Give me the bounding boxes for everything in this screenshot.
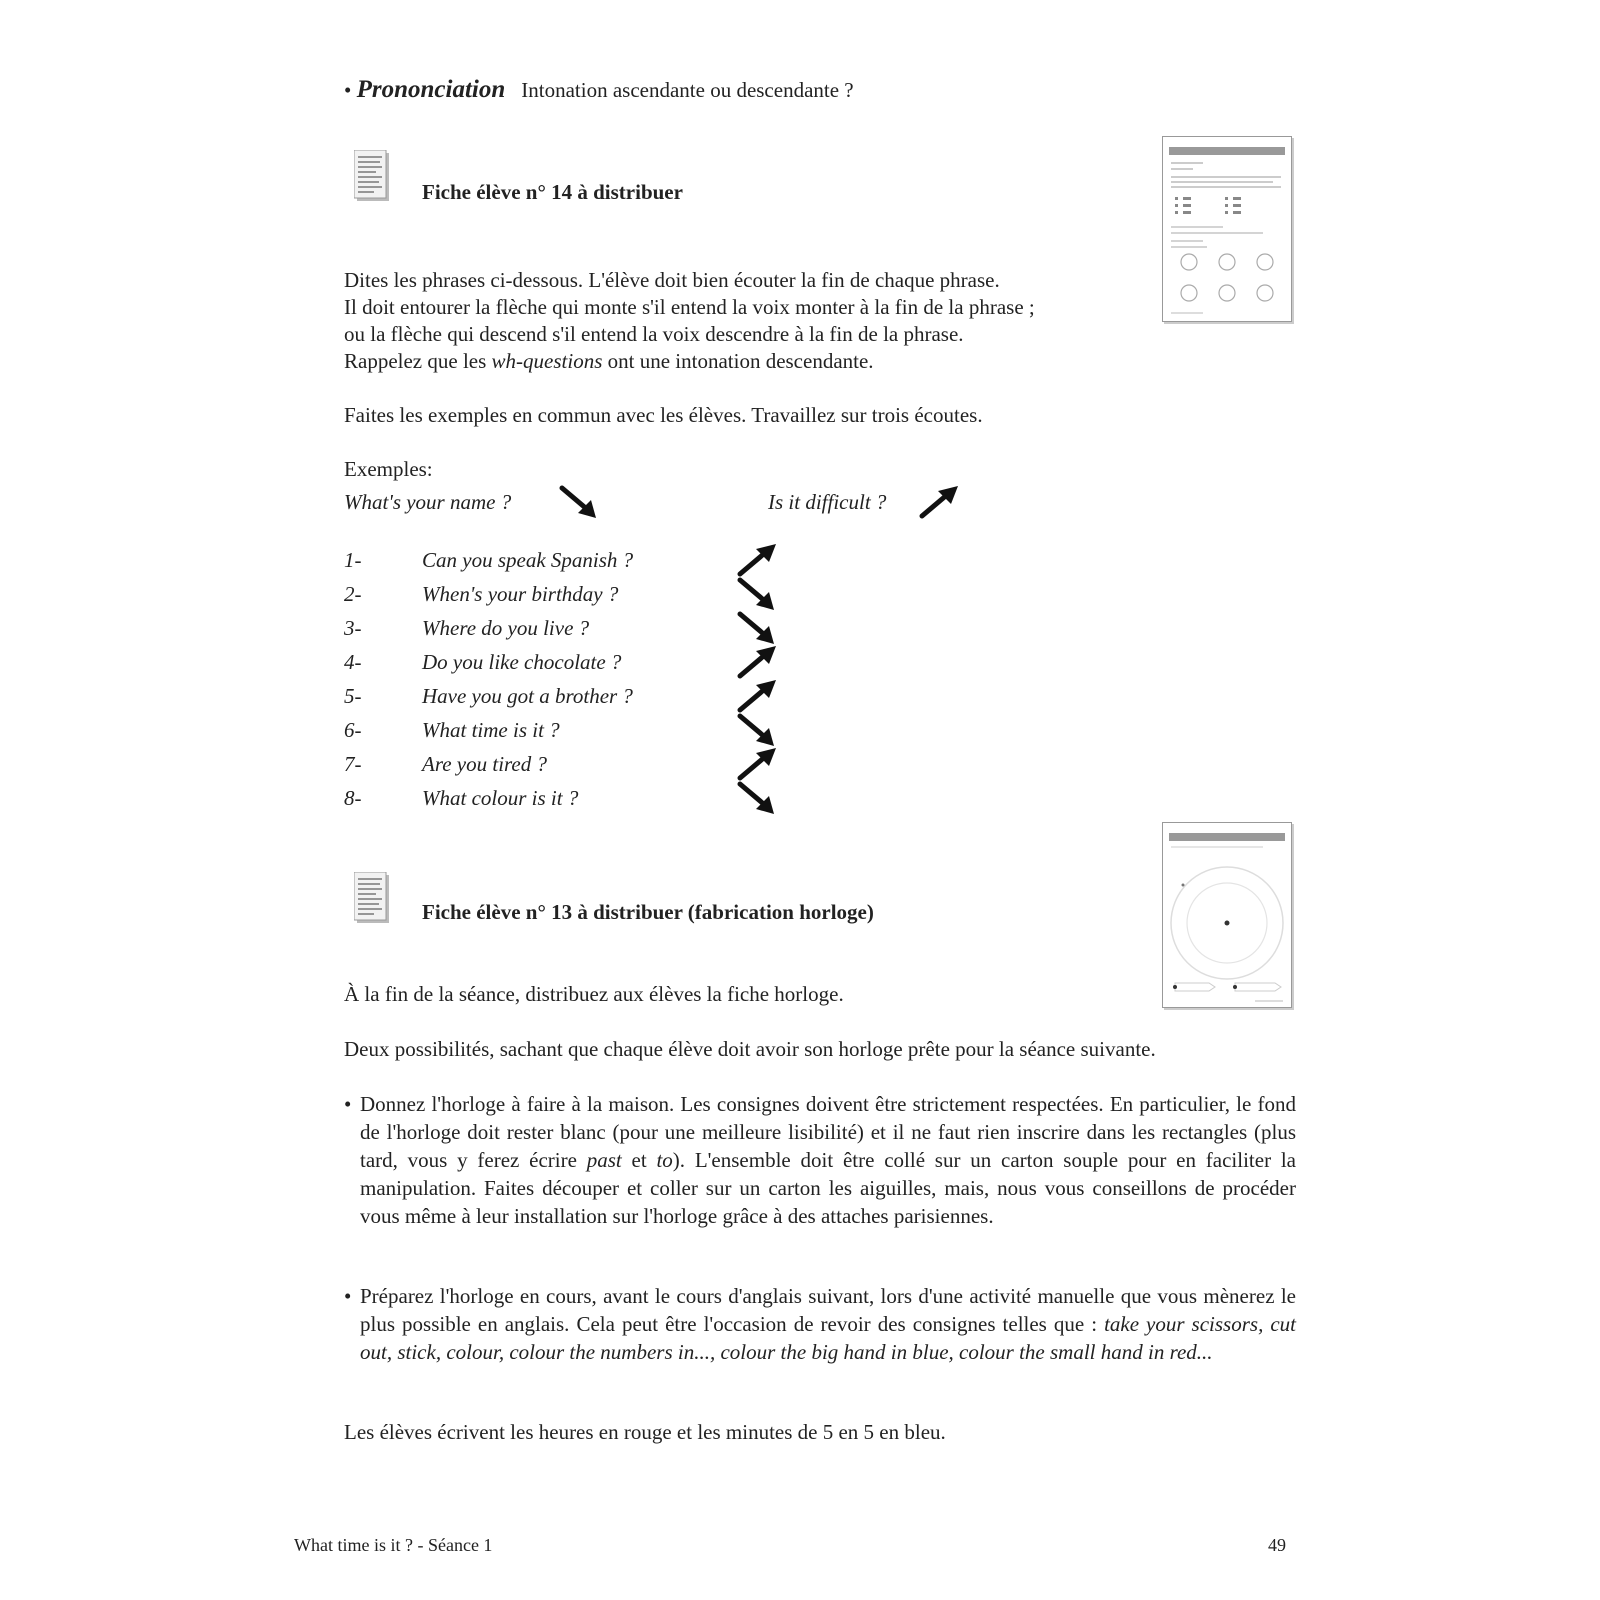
bullet-item [344,1282,1296,1366]
handout-title: Fiche élève n° 14 à distribuer [422,180,683,204]
bullet-text-part: Préparez l'horloge en cours, avant le cours d'anglais suivant, lors d'une activité manuelle que vous mènerez le plus possible en anglais. Cela peut être l'occasion de revoir des consignes telles que : [360,1284,1296,1336]
question-number: 8- [344,786,362,810]
instruction-line: ou la flèche qui descend s'il entend la voix descendre à la fin de la phrase. [344,322,964,346]
document-icon [354,150,390,202]
question-number: 7- [344,752,362,776]
question-text: Are you tired ? [422,752,547,776]
instruction-text: Rappelez que les [344,349,492,373]
question-number: 2- [344,582,362,606]
worksheet-thumbnail [1162,136,1292,322]
examples-label: Exemples: [344,457,433,481]
question-text: What colour is it ? [422,786,579,810]
paragraph: Deux possibilités, sachant que chaque élève doit avoir son horloge prête pour la séance suivante. [344,1037,1156,1061]
italic-term: past [586,1148,622,1172]
page-number: 49 [1268,1535,1286,1555]
section-title: Prononciation [356,76,506,103]
bullet-text-part: et [621,1148,657,1172]
question-number: 5- [344,684,362,708]
arrow-down-icon [736,778,780,818]
paragraph: À la fin de la séance, distribuez aux élèves la fiche horloge. [344,982,844,1006]
running-footer: What time is it ? - Séance 1 [294,1535,493,1555]
paragraph: Les élèves écrivent les heures en rouge et les minutes de 5 en 5 en bleu. [344,1420,946,1444]
bullet-text-part: Donnez l'horloge à faire à la maison. Les consignes doivent être strictement respectées. En particulier, le fond de l'horloge doit rester blanc (pour une meilleure lisibilité) et il ne faut rien inscrire dans les rectangles (plus tard, vous y ferez écrire [360,1092,1296,1172]
bullet-text [360,1282,1296,1366]
example-question: Is it difficult ? [768,490,887,514]
bullet: • [344,78,357,102]
arrow-down-icon [558,482,602,522]
question-number: 3- [344,616,362,640]
example-question: What's your name ? [344,490,512,514]
section-heading [344,76,854,104]
clock-worksheet-thumbnail [1162,822,1292,1008]
question-text: What time is it ? [422,718,560,742]
question-text: Can you speak Spanish ? [422,548,634,572]
italic-term: to [656,1148,673,1172]
instruction-line: Il doit entourer la flèche qui monte s'il entend la voix monter à la fin de la phrase ; [344,295,1035,319]
bullet: • [344,1092,352,1116]
question-text: When's your birthday ? [422,582,619,606]
instruction-text: ont une intonation descendante. [602,349,874,373]
bullet-text [360,1090,1296,1230]
bullet-item [344,1090,1296,1230]
question-number: 4- [344,650,362,674]
question-text: Do you like chocolate ? [422,650,622,674]
section-subtitle: Intonation ascendante ou descendante ? [521,78,854,102]
document-icon [354,872,390,924]
instruction-line: Dites les phrases ci-dessous. L'élève doit bien écouter la fin de chaque phrase. [344,268,1000,292]
bullet-text-part: ). L'ensemble doit être collé sur un carton souple pour en faciliter la manipulation. Faites découper et coller sur un carton les aiguilles, mais, nous vous conseillons de procéder vous même à leur installation sur l'horloge grâce à des attaches parisiennes. [360,1148,1296,1228]
instruction-line: Faites les exemples en commun avec les élèves. Travaillez sur trois écoutes. [344,403,983,427]
handout-title: Fiche élève n° 13 à distribuer (fabrication horloge) [422,900,874,924]
question-text: Have you got a brother ? [422,684,633,708]
bullet: • [344,1284,352,1308]
italic-instructions: take your scissors, cut out, stick, colour, colour the numbers in..., colour the big hand in blue, colour the small hand in red... [360,1312,1296,1364]
arrow-up-icon [918,482,962,522]
question-text: Where do you live ? [422,616,590,640]
question-number: 6- [344,718,362,742]
question-number: 1- [344,548,362,572]
wh-questions-term: wh-questions [491,349,603,373]
instruction-line [344,347,874,375]
